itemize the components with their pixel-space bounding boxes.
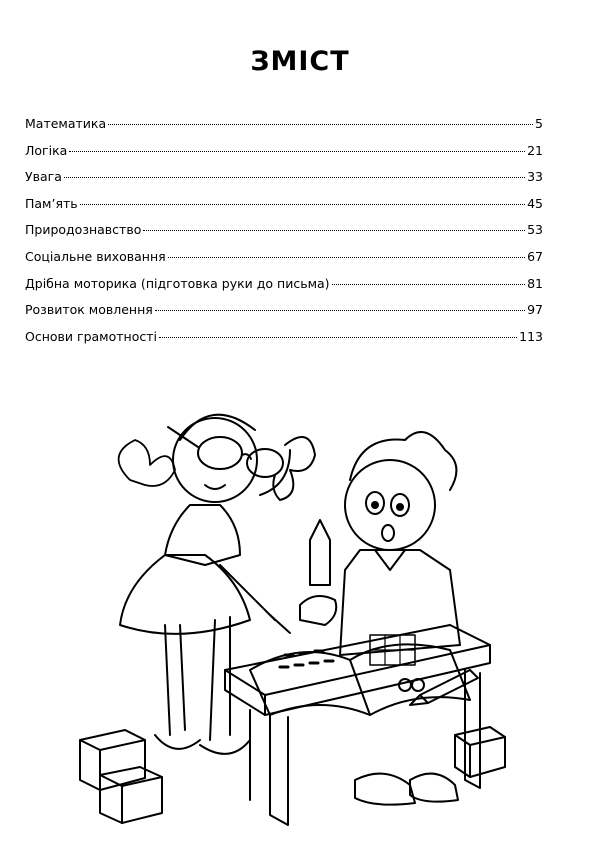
- toc-page-number: 97: [527, 302, 543, 318]
- toc-page-number: 21: [527, 142, 543, 158]
- toc-row-speech-development[interactable]: [25, 302, 543, 329]
- toc-row-fine-motor-skills[interactable]: [25, 276, 543, 303]
- toc-page-number: 45: [527, 195, 543, 211]
- dot-leader: [64, 177, 525, 178]
- dot-leader: [159, 337, 517, 338]
- toc-label: Основи грамотності: [25, 328, 157, 344]
- toc-label: Математика: [25, 116, 107, 131]
- toc-row-mathematics[interactable]: [25, 116, 543, 143]
- toy-block-left-front: [100, 767, 162, 823]
- toc-label: Логіка: [25, 142, 68, 158]
- girl-figure: [119, 415, 315, 754]
- page-title: ЗМІСТ: [250, 46, 350, 77]
- toc-row-literacy-basics[interactable]: [25, 329, 543, 356]
- toc-row-memory[interactable]: [25, 196, 543, 223]
- boy-figure: [300, 432, 460, 805]
- dot-leader: [69, 151, 525, 152]
- dot-leader: [168, 257, 525, 258]
- toc-label: Дрібна моторика (підготовка руки до письма): [25, 275, 330, 291]
- toc-label: Розвиток мовлення: [25, 302, 153, 318]
- toc-page-number: 53: [527, 222, 543, 238]
- dot-leader: [143, 230, 525, 231]
- toc-label: Увага: [25, 169, 62, 185]
- dot-leader: [332, 284, 526, 285]
- table-of-contents: [25, 116, 543, 355]
- toc-label: Природознавство: [25, 222, 142, 238]
- toc-row-nature-studies[interactable]: [25, 222, 543, 249]
- children-at-desk-illustration: [70, 385, 510, 830]
- big-pencil: [310, 520, 330, 585]
- toc-row-logic[interactable]: [25, 143, 543, 170]
- toc-row-social-upbringing[interactable]: [25, 249, 543, 276]
- dot-leader: [155, 310, 525, 311]
- toc-label: Соціальне виховання: [25, 248, 166, 264]
- toc-page-number: 5: [535, 116, 543, 131]
- toc-label: Пам’ять: [25, 195, 78, 211]
- dot-leader: [108, 124, 533, 125]
- toc-page-number: 81: [527, 275, 543, 291]
- toc-page-number: 33: [527, 169, 543, 185]
- dot-leader: [80, 204, 525, 205]
- toc-page-number: 67: [527, 248, 543, 264]
- toc-row-attention[interactable]: [25, 169, 543, 196]
- toc-page-number: 113: [519, 328, 543, 344]
